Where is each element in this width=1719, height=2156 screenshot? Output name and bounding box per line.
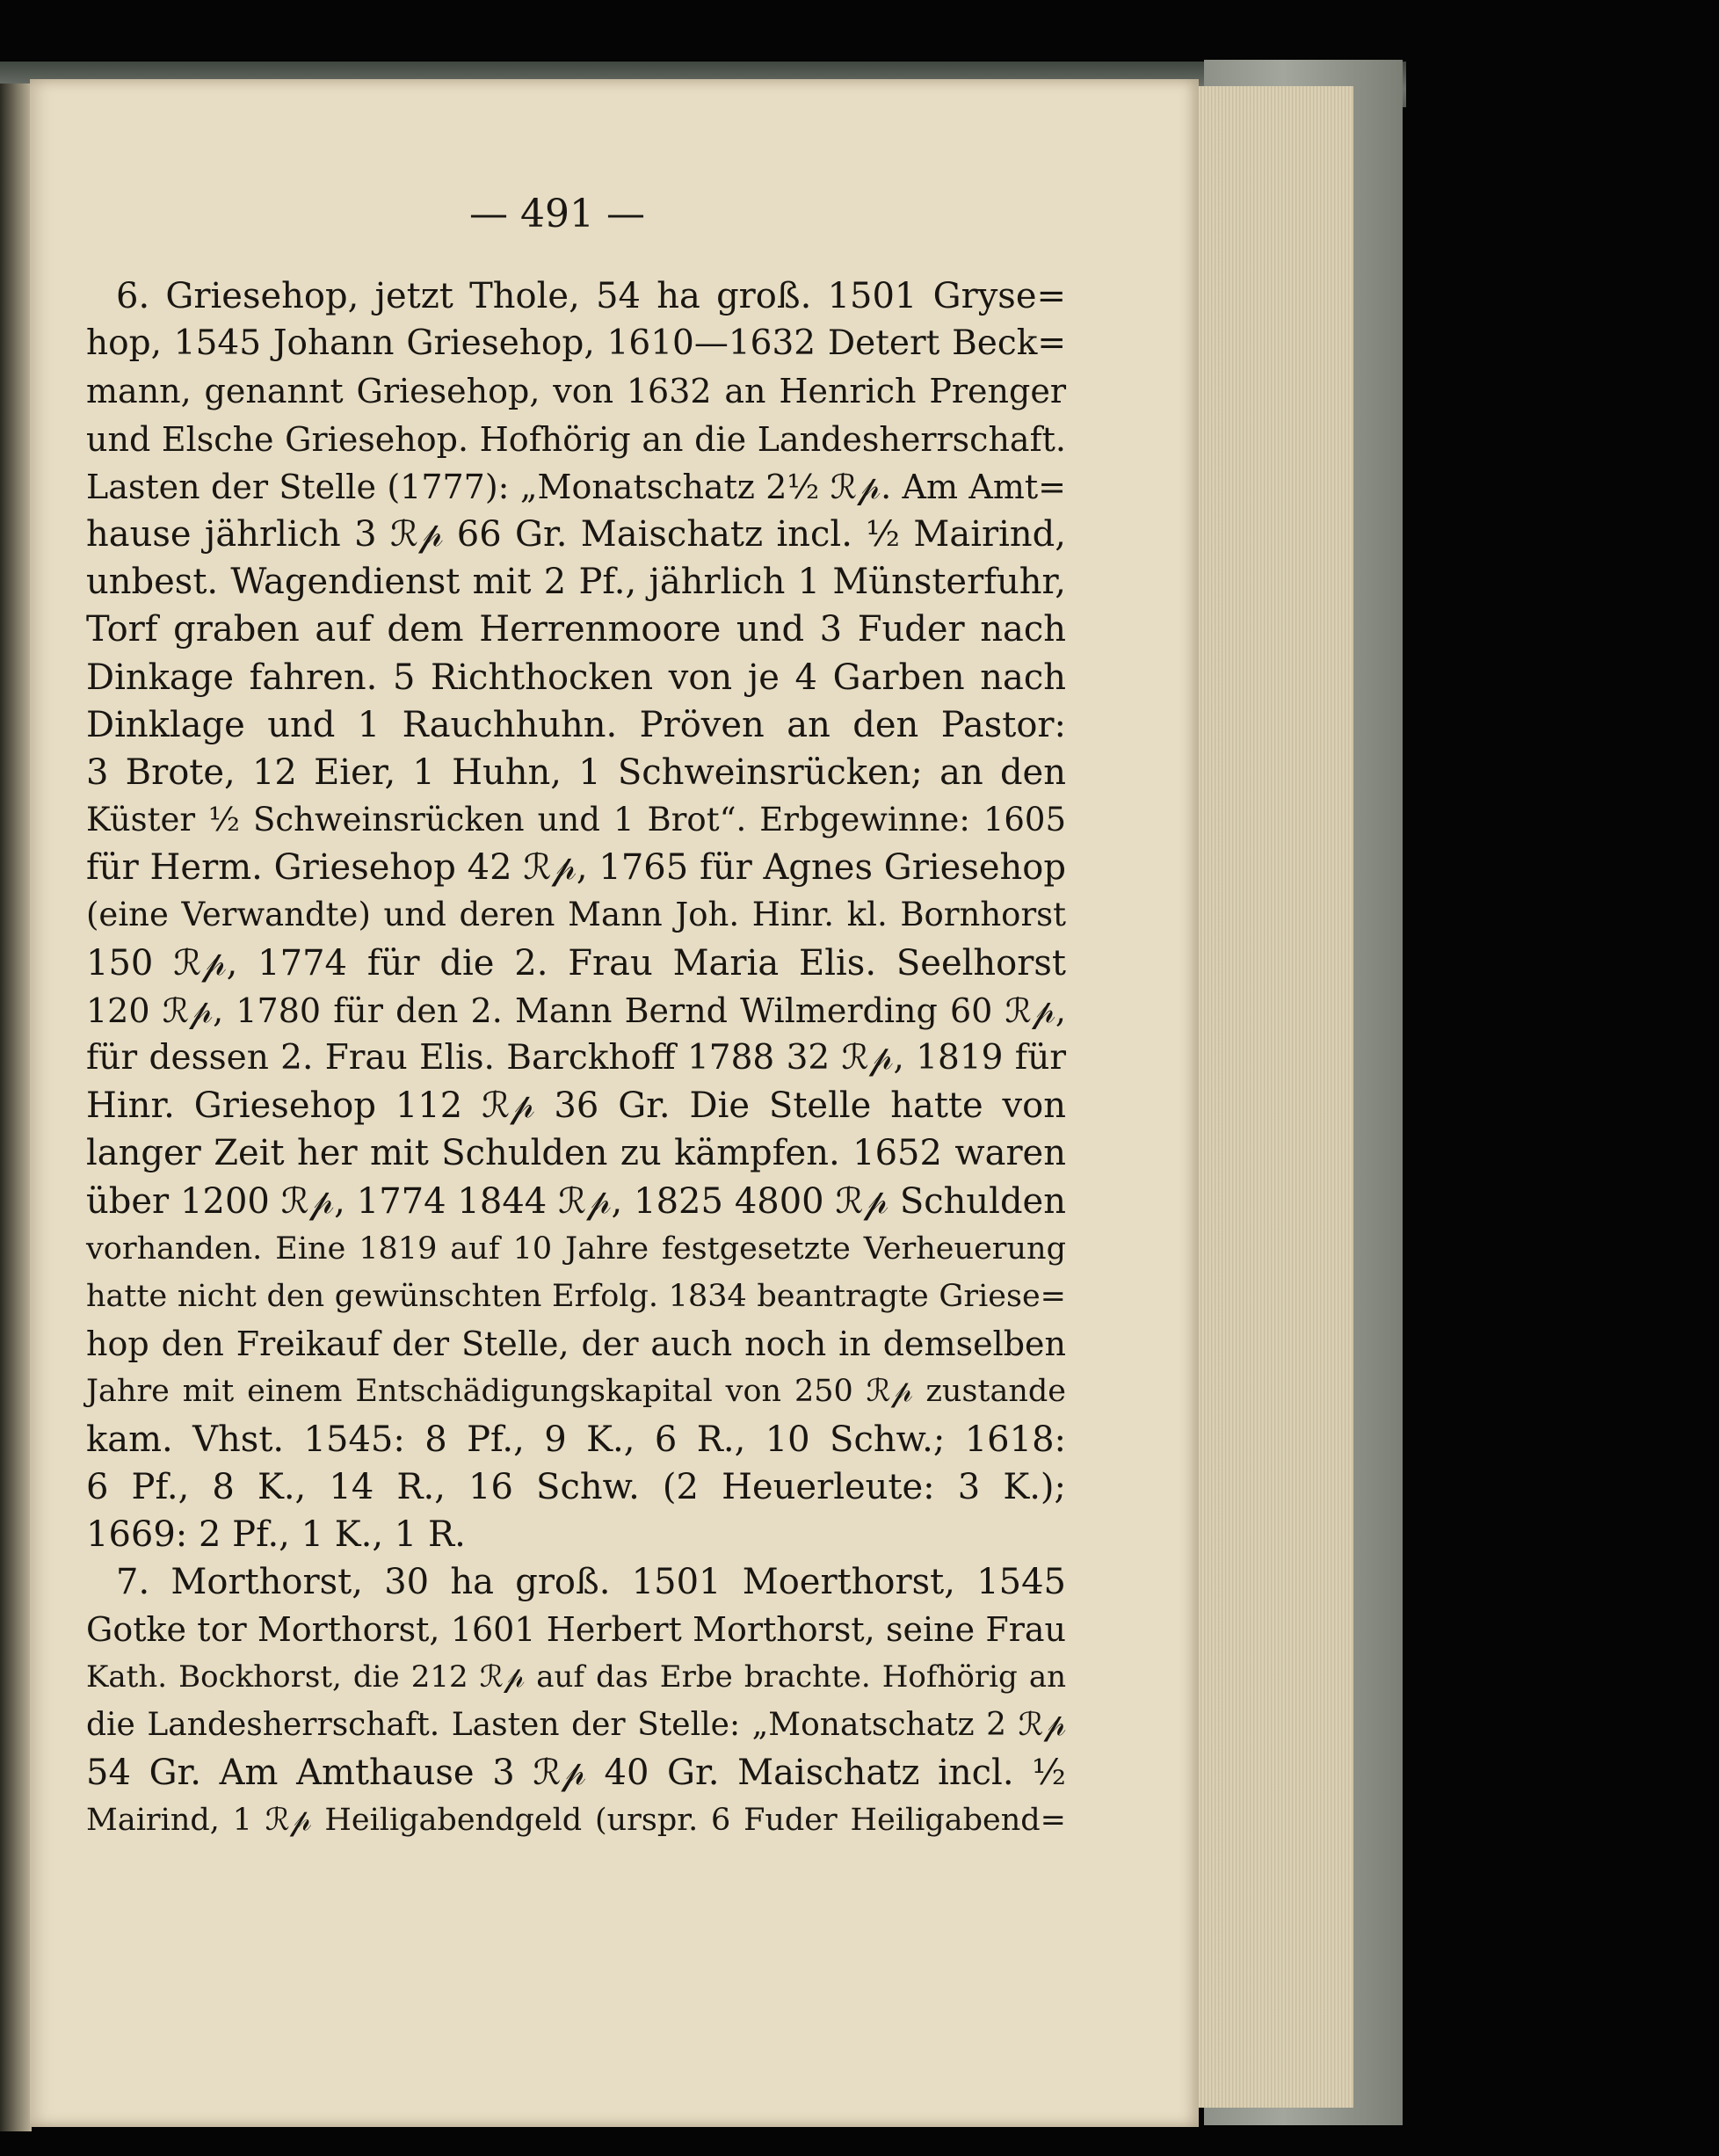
page-edges: [1191, 86, 1353, 2108]
text-line: Lasten der Stelle (1777): „Monatschatz 2½ ℛ𝓅. Am Amt=: [86, 467, 1066, 506]
text-line: kam. Vhst. 1545: 8 Pf., 9 K., 6 R., 10 Schw.; 1618:: [86, 1419, 1066, 1460]
text-line: Torf graben auf dem Herrenmoore und 3 Fuder nach: [86, 609, 1066, 650]
text-line: Hinr. Griesehop 112 ℛ𝓅 36 Gr. Die Stelle hatte von: [86, 1085, 1066, 1127]
text-line: unbest. Wagendienst mit 2 Pf., jährlich 1 Münsterfuhr,: [86, 562, 1066, 603]
text-line: Dinkage fahren. 5 Richthocken von je 4 Garben nach: [86, 657, 1066, 698]
text-line: 6. Griesehop, jetzt Thole, 54 ha groß. 1501 Gryse=: [116, 276, 1066, 316]
scan-background: [1204, 0, 1719, 60]
text-line: für Herm. Griesehop 42 ℛ𝓅, 1765 für Agnes Griesehop: [86, 847, 1066, 889]
text-line: und Elsche Griesehop. Hofhörig an die Landesherrschaft.: [86, 419, 1066, 459]
text-line: Gotke tor Morthorst, 1601 Herbert Morthorst, seine Frau: [86, 1610, 1066, 1650]
text-line: 3 Brote, 12 Eier, 1 Huhn, 1 Schweinsrücken; an den: [86, 751, 1066, 793]
text-line: 120 ℛ𝓅, 1780 für den 2. Mann Bernd Wilmerding 60 ℛ𝓅,: [86, 991, 1066, 1030]
text-line: Dinklage und 1 Rauchhuhn. Pröven an den Pastor:: [86, 704, 1066, 745]
text-line: 6 Pf., 8 K., 14 R., 16 Schw. (2 Heuerleute: 3 K.);: [86, 1466, 1066, 1507]
body-text: [86, 272, 1066, 1844]
text-line: für dessen 2. Frau Elis. Barckhoff 1788 32 ℛ𝓅, 1819 für: [86, 1038, 1066, 1078]
text-line: langer Zeit her mit Schulden zu kämpfen. 1652 waren: [86, 1133, 1066, 1174]
facing-page-edge: [0, 83, 32, 2131]
text-line: über 1200 ℛ𝓅, 1774 1844 ℛ𝓅, 1825 4800 ℛ𝓅 Schulden: [86, 1180, 1066, 1222]
text-line: hop, 1545 Johann Griesehop, 1610—1632 Detert Beck=: [86, 323, 1066, 364]
text-line: hause jährlich 3 ℛ𝓅 66 Gr. Maischatz incl. ½ Mairind,: [86, 513, 1066, 555]
text-line: Küster ½ Schweinsrücken und 1 Brot“. Erbgewinne: 1605: [86, 801, 1066, 839]
text-line: Kath. Bockhorst, die 212 ℛ𝓅 auf das Erbe brachte. Hofhörig an: [86, 1659, 1066, 1695]
text-line: Mairind, 1 ℛ𝓅 Heiligabendgeld (urspr. 6 Fuder Heiligabend=: [86, 1803, 1066, 1838]
text-line: Jahre mit einem Entschädigungskapital von 250 ℛ𝓅 zustande: [86, 1374, 1066, 1410]
text-line: 150 ℛ𝓅, 1774 für die 2. Frau Maria Elis. Seelhorst: [86, 942, 1066, 984]
text-line: hatte nicht den gewünschten Erfolg. 1834 beantragte Griese=: [86, 1278, 1066, 1314]
text-line: hop den Freikauf der Stelle, der auch noch in demselben: [86, 1325, 1066, 1364]
text-line: mann, genannt Griesehop, von 1632 an Henrich Prenger: [86, 372, 1066, 411]
text-line: 1669: 2 Pf., 1 K., 1 R.: [86, 1514, 466, 1555]
page-number-text: — 491 —: [469, 192, 645, 236]
text-line: 7. Morthorst, 30 ha groß. 1501 Moerthorst, 1545: [116, 1562, 1066, 1603]
text-line: die Landesherrschaft. Lasten der Stelle: „Monatschatz 2 ℛ𝓅: [86, 1706, 1066, 1743]
text-line: vorhanden. Eine 1819 auf 10 Jahre festgesetzte Verheuerung: [86, 1230, 1066, 1267]
text-line: 54 Gr. Am Amthause 3 ℛ𝓅 40 Gr. Maischatz incl. ½: [86, 1752, 1066, 1793]
text-line: (eine Verwandte) und deren Mann Joh. Hinr. kl. Bornhorst: [86, 896, 1066, 934]
book-page: [30, 79, 1199, 2127]
